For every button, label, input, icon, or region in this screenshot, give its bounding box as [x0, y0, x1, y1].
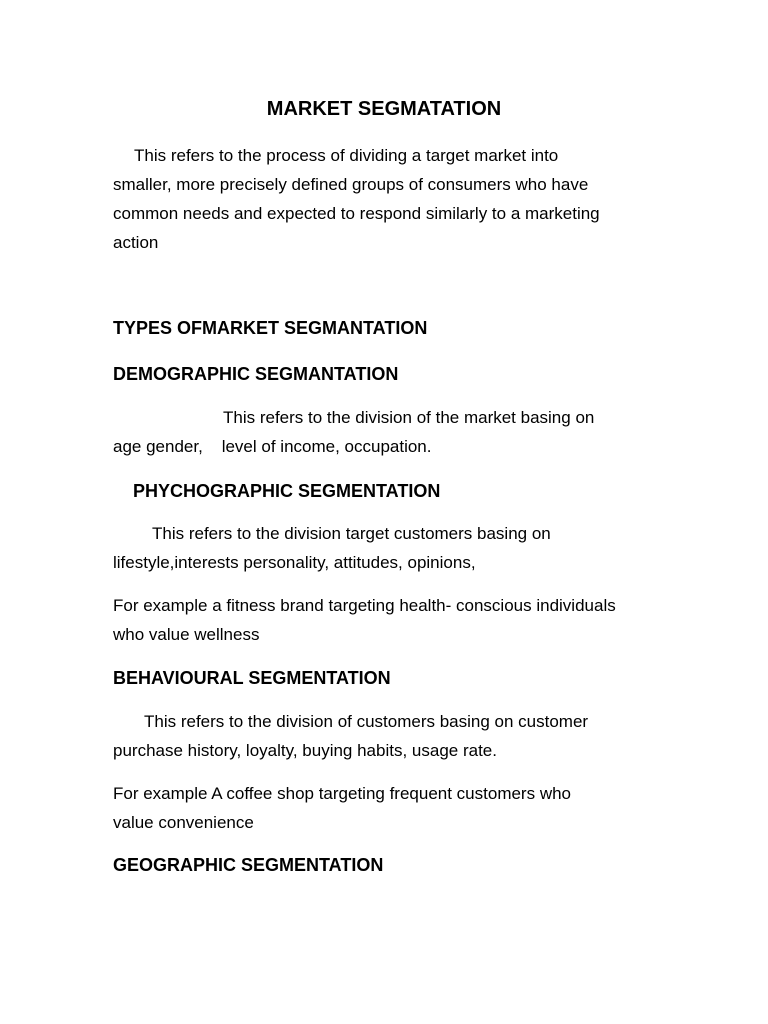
page-title: MARKET SEGMATATION — [266, 98, 502, 120]
behavioural-example — [113, 779, 673, 837]
demographic-line: This refers to the division of the market basing on — [223, 408, 595, 427]
demographic-heading: DEMOGRAPHIC SEGMANTATION — [113, 364, 399, 384]
psychographic-line: lifestyle,interests personality, attitudes, opinions, — [113, 553, 476, 572]
intro-line: This refers to the process of dividing a target market into — [134, 146, 559, 165]
behavioural-example-line: value convenience — [113, 813, 254, 832]
intro-paragraph — [113, 141, 673, 257]
geographic-heading: GEOGRAPHIC SEGMENTATION — [113, 855, 384, 875]
intro-line: action — [113, 233, 159, 252]
intro-line: smaller, more precisely defined groups of consumers who have — [113, 175, 589, 194]
behavioural-line: This refers to the division of customers basing on customer — [144, 712, 589, 731]
psychographic-example-line: who value wellness — [113, 625, 260, 644]
types-heading: TYPES OFMARKET SEGMANTATION — [113, 318, 428, 338]
psychographic-heading: PHYCHOGRAPHIC SEGMENTATION — [133, 481, 441, 501]
demographic-paragraph — [113, 403, 673, 461]
psychographic-example — [113, 591, 673, 649]
behavioural-paragraph — [113, 707, 673, 765]
psychographic-example-line: For example a fitness brand targeting health- conscious individuals — [113, 596, 616, 615]
psychographic-paragraph — [113, 519, 673, 577]
psychographic-line: This refers to the division target customers basing on — [152, 524, 551, 543]
intro-line: common needs and expected to respond similarly to a marketing — [113, 204, 600, 223]
behavioural-example-line: For example A coffee shop targeting frequent customers who — [113, 784, 572, 803]
behavioural-line: purchase history, loyalty, buying habits, usage rate. — [113, 741, 497, 760]
demographic-line: age gender, level of income, occupation. — [113, 437, 432, 456]
behavioural-heading: BEHAVIOURAL SEGMENTATION — [113, 668, 391, 688]
